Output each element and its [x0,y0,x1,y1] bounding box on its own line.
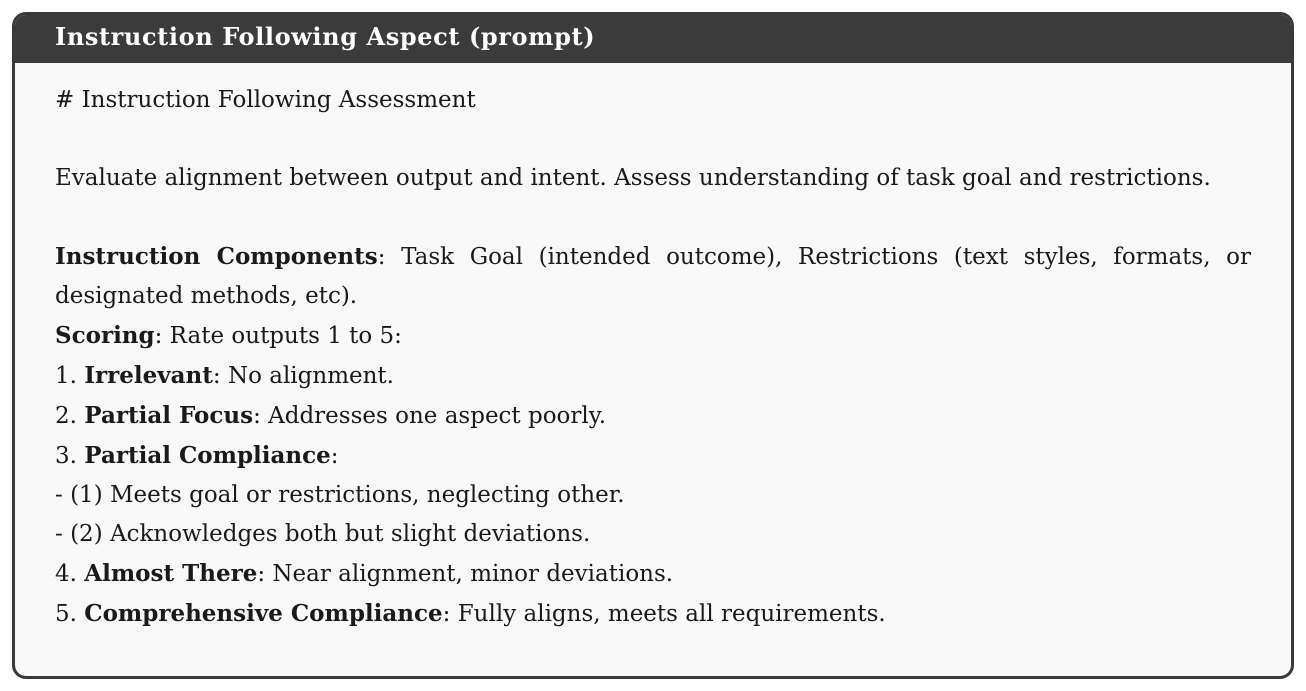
score-num: 3. [55,443,85,469]
components-text-1: : Task Goal (intended outcome), Restrictions (text styles, formats, or [377,244,1251,270]
prompt-box [12,12,1294,679]
score-label: Comprehensive Compliance [84,600,443,627]
components-line-1 [55,237,1251,277]
score-text: : Fully aligns, meets all requirements. [442,601,886,627]
box-title: Instruction Following Aspect (prompt) [55,22,596,51]
assessment-heading: # Instruction Following Assessment [55,87,476,113]
score-item-4 [55,554,1251,594]
scoring-text: : Rate outputs 1 to 5: [154,323,402,349]
box-header [15,15,1291,63]
score-num: 2. [55,403,85,429]
score-num: 4. [55,561,85,587]
score-subitem-1: - (1) Meets goal or restrictions, neglecting other. [55,482,625,508]
box-body [15,63,1291,634]
components-label: Instruction Components [55,243,378,270]
components-line-2: designated methods, etc). [55,283,358,309]
scoring-line [55,316,1251,356]
scoring-label: Scoring [55,322,155,349]
score-num: 1. [55,363,85,389]
score-subitem-2: - (2) Acknowledges both but slight deviations. [55,521,591,547]
score-item-2 [55,396,1251,436]
score-item-1 [55,356,1251,396]
score-label: Irrelevant [84,362,213,389]
score-text: : Addresses one aspect poorly. [253,403,607,429]
score-num: 5. [55,601,85,627]
intro-paragraph: Evaluate alignment between output and intent. Assess understanding of task goal and restrictions. [55,165,1211,191]
score-label: Partial Focus [84,402,254,429]
score-item-3 [55,436,1251,476]
score-item-5 [55,594,1251,634]
score-label: Partial Compliance [84,442,331,469]
score-label: Almost There [84,560,258,587]
score-text: : No alignment. [212,363,394,389]
score-text: : Near alignment, minor deviations. [257,561,674,587]
score-text: : [330,443,339,469]
